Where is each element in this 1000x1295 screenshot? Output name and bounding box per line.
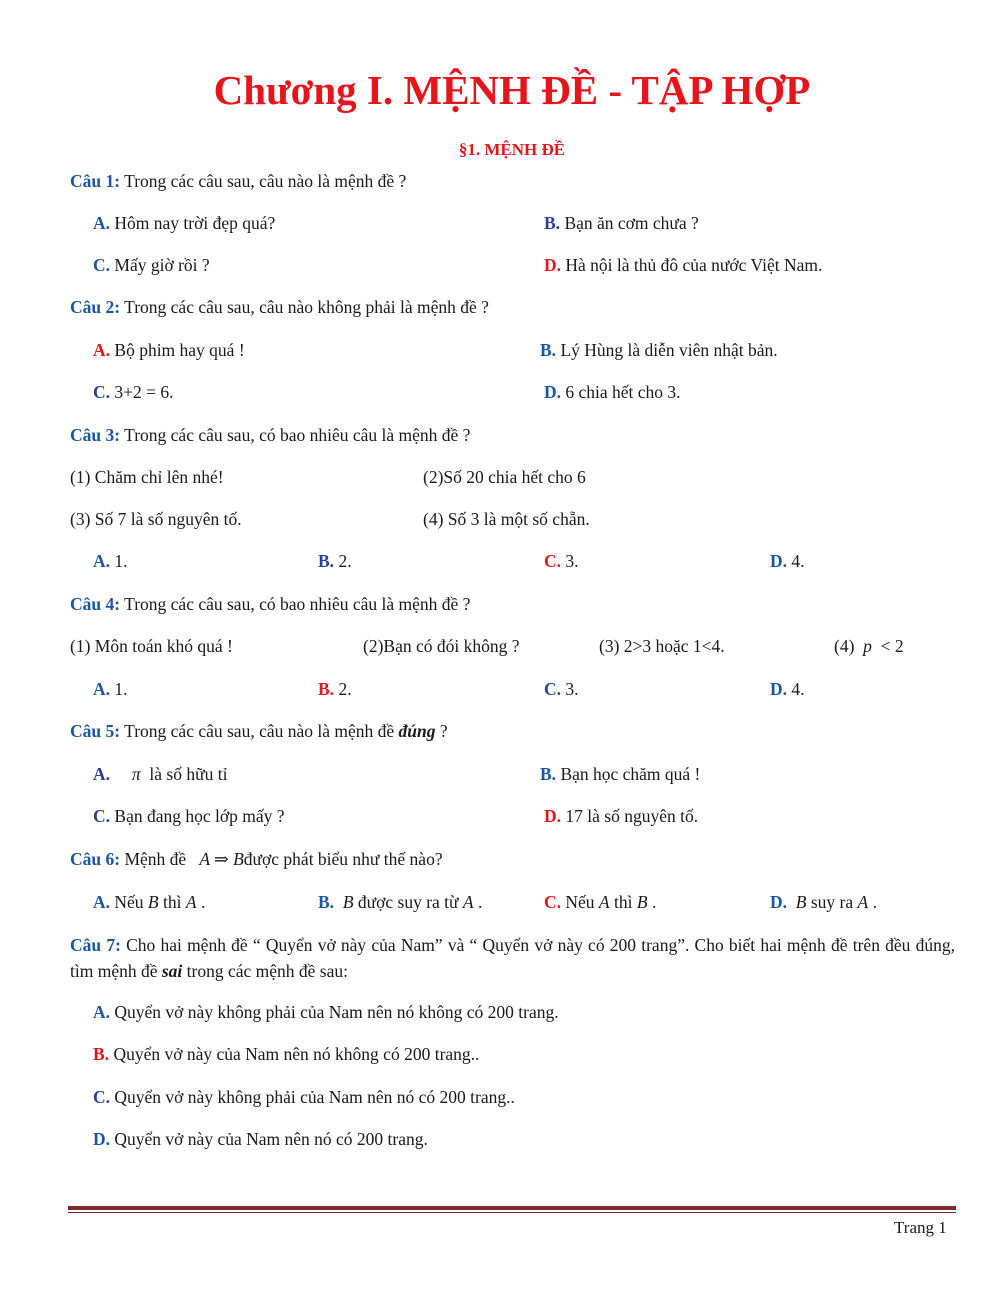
question-5: Câu 5: Trong các câu sau, câu nào là mệnh đề đúng ? <box>70 721 448 741</box>
question-label: Câu 4: <box>70 594 121 614</box>
q4-statement-4: (4) p < 2 <box>834 636 904 656</box>
question-text: Trong các câu sau, có bao nhiêu câu là mệnh đề ? <box>120 425 471 445</box>
q6-option-b: B. B được suy ra từ A . <box>318 892 483 912</box>
question-text: Trong các câu sau, có bao nhiêu câu là mệnh đề ? <box>120 594 471 614</box>
q3-option-d: D. 4. <box>770 551 805 571</box>
question-label: Câu 7: <box>70 935 121 955</box>
q5-option-c: C. Bạn đang học lớp mấy ? <box>93 806 285 826</box>
q7-option-d: D. Quyển vở này của Nam nên nó có 200 trang. <box>93 1129 428 1149</box>
chapter-title: Chương I. MỆNH ĐỀ - TẬP HỢP <box>213 67 811 113</box>
q3-statement-1: (1) Chăm chỉ lên nhé! <box>70 467 224 487</box>
q6-option-a: A. Nếu B thì A . <box>93 892 206 912</box>
q6-option-d: D. B suy ra A . <box>770 892 877 912</box>
q2-option-a: A. Bộ phim hay quá ! <box>93 340 245 360</box>
footer-rule-thin <box>68 1212 956 1213</box>
q6-option-c: C. Nếu A thì B . <box>544 892 657 912</box>
q2-option-b: B. Lý Hùng là diễn viên nhật bản. <box>540 340 778 360</box>
q3-statement-2: (2)Số 20 chia hết cho 6 <box>423 467 586 487</box>
q7-option-b: B. Quyển vở này của Nam nên nó không có 200 trang.. <box>93 1044 480 1064</box>
q7-option-c: C. Quyển vở này không phải của Nam nên nó có 200 trang.. <box>93 1087 515 1107</box>
question-text: Trong các câu sau, câu nào là mệnh đề ? <box>120 171 407 191</box>
question-label: Câu 5: <box>70 721 121 741</box>
q4-statement-3: (3) 2>3 hoặc 1<4. <box>599 636 725 656</box>
q1-option-a: A. Hôm nay trời đẹp quá? <box>93 213 276 233</box>
q1-option-d: D. Hà nội là thủ đô của nước Việt Nam. <box>544 255 823 275</box>
question-4 <box>70 594 470 615</box>
q2-option-c: C. 3+2 = 6. <box>93 382 174 402</box>
q1-option-c: C. Mấy giờ rồi ? <box>93 255 210 275</box>
section-title: §1. MỆNH ĐỀ <box>458 140 566 159</box>
question-1 <box>70 171 406 192</box>
question-7: Câu 7: Cho hai mệnh đề “ Quyển vở này của Nam” và “ Quyển vở này có 200 trang”. Cho biết hai mệnh đề trên đều đúng, tìm mệnh đề sai trong các mệnh đề sau: <box>70 935 955 981</box>
footer-rule <box>68 1206 956 1210</box>
q3-option-b: B. 2. <box>318 551 352 571</box>
q4-option-c: C. 3. <box>544 679 579 699</box>
question-text: Trong các câu sau, câu nào không phải là mệnh đề ? <box>120 297 489 317</box>
page-number: Trang 1 <box>894 1218 947 1237</box>
q3-option-a: A. 1. <box>93 551 128 571</box>
question-label: Câu 2: <box>70 297 121 317</box>
q4-statement-2: (2)Bạn có đói không ? <box>363 636 520 656</box>
q5-option-a: A. π là số hữu tỉ <box>93 764 228 784</box>
q4-option-a: A. 1. <box>93 679 128 699</box>
question-label: Câu 1: <box>70 171 121 191</box>
q3-option-c: C. 3. <box>544 551 579 571</box>
question-label: Câu 6: <box>70 849 121 869</box>
q4-option-d: D. 4. <box>770 679 805 699</box>
q5-option-d: D. 17 là số nguyên tố. <box>544 806 699 826</box>
question-label: Câu 3: <box>70 425 121 445</box>
question-6: Câu 6: Mệnh đề A ⇒ Bđược phát biểu như thế nào? <box>70 849 443 869</box>
q7-option-a: A. Quyển vở này không phải của Nam nên nó không có 200 trang. <box>93 1002 559 1022</box>
q4-statement-1: (1) Môn toán khó quá ! <box>70 636 233 656</box>
q4-option-b: B. 2. <box>318 679 352 699</box>
question-3 <box>70 425 470 446</box>
q3-statement-3: (3) Số 7 là số nguyên tố. <box>70 509 242 529</box>
q5-option-b: B. Bạn học chăm quá ! <box>540 764 701 784</box>
q1-option-b: B. Bạn ăn cơm chưa ? <box>544 213 699 233</box>
q2-option-d: D. 6 chia hết cho 3. <box>544 382 681 402</box>
q3-statement-4: (4) Số 3 là một số chẵn. <box>423 509 590 529</box>
question-2 <box>70 297 489 318</box>
